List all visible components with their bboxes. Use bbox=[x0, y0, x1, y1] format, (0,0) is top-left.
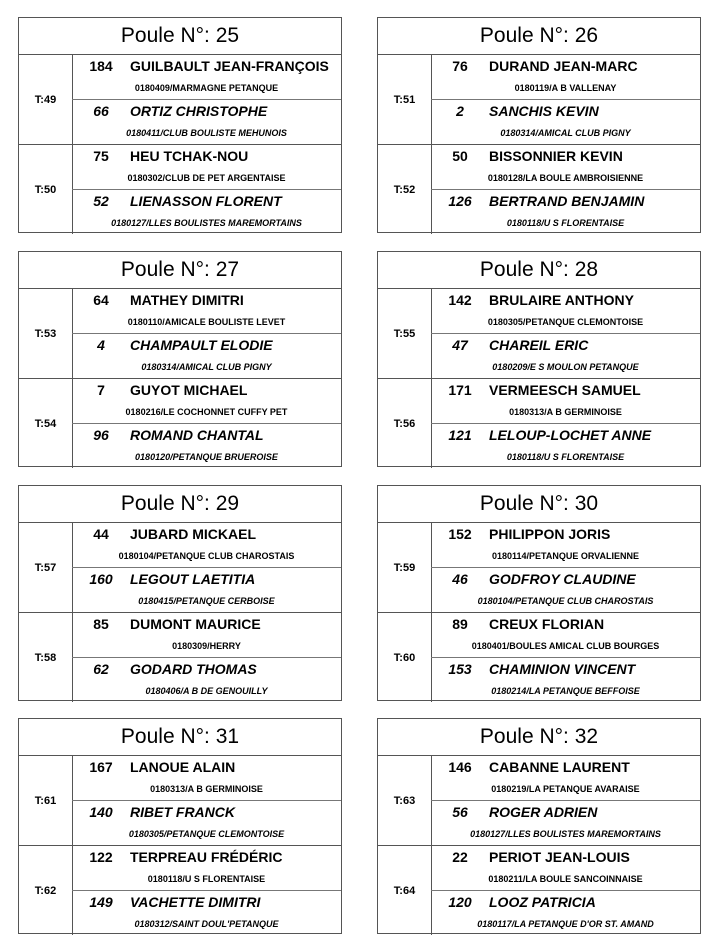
poule-title: Poule N°: 26 bbox=[378, 18, 700, 55]
player-club: 0180415/PETANQUE CERBOISE bbox=[138, 596, 275, 606]
poule-box bbox=[377, 485, 701, 701]
poule-title: Poule N°: 30 bbox=[378, 486, 700, 523]
player-entry bbox=[431, 379, 700, 424]
player-number: 85 bbox=[93, 616, 109, 632]
player-name: BRULAIRE ANTHONY bbox=[489, 292, 634, 308]
table-number: T:50 bbox=[19, 145, 73, 234]
player-number: 7 bbox=[97, 382, 105, 398]
player-entry bbox=[431, 891, 700, 935]
game-row bbox=[19, 613, 341, 702]
table-number: T:49 bbox=[19, 55, 73, 144]
player-name: PERIOT JEAN-LOUIS bbox=[489, 849, 630, 865]
player-name: PHILIPPON JORIS bbox=[489, 526, 611, 542]
player-number: 56 bbox=[452, 804, 468, 820]
player-entry bbox=[431, 613, 700, 658]
poule-box bbox=[18, 251, 342, 467]
poule-box bbox=[377, 251, 701, 467]
player-number: 96 bbox=[93, 427, 109, 443]
player-name: JUBARD MICKAEL bbox=[130, 526, 256, 542]
game-row bbox=[19, 379, 341, 468]
player-name: CABANNE LAURENT bbox=[489, 759, 630, 775]
player-club: 0180110/AMICALE BOULISTE LEVET bbox=[127, 317, 286, 327]
player-name: VERMEESCH SAMUEL bbox=[489, 382, 641, 398]
player-name: ORTIZ CHRISTOPHE bbox=[130, 103, 268, 119]
player-entry bbox=[72, 846, 341, 891]
player-club: 0180211/LA BOULE SANCOINNAISE bbox=[488, 874, 643, 884]
player-number: 66 bbox=[93, 103, 109, 119]
player-name: DUMONT MAURICE bbox=[130, 616, 261, 632]
table-number: T:52 bbox=[378, 145, 432, 234]
player-entry bbox=[431, 145, 700, 190]
player-number: 2 bbox=[456, 103, 464, 119]
player-name: CHAMPAULT ELODIE bbox=[130, 337, 273, 353]
table-number: T:56 bbox=[378, 379, 432, 468]
player-number: 140 bbox=[89, 804, 113, 820]
table-number: T:58 bbox=[19, 613, 73, 702]
player-club: 0180305/PETANQUE CLEMONTOISE bbox=[128, 829, 285, 839]
poule-box bbox=[18, 718, 342, 934]
player-name: LOOZ PATRICIA bbox=[489, 894, 596, 910]
player-name: RIBET FRANCK bbox=[130, 804, 235, 820]
poule-box bbox=[18, 485, 342, 701]
player-entry bbox=[72, 145, 341, 190]
game-row bbox=[378, 613, 700, 702]
player-number: 160 bbox=[89, 571, 113, 587]
player-entry bbox=[72, 190, 341, 234]
player-entry bbox=[72, 891, 341, 935]
player-entry bbox=[431, 334, 700, 378]
game-row bbox=[378, 379, 700, 468]
player-entry bbox=[72, 801, 341, 845]
poule-title: Poule N°: 31 bbox=[19, 719, 341, 756]
game-row bbox=[378, 289, 700, 379]
poule-title: Poule N°: 27 bbox=[19, 252, 341, 289]
player-club: 0180209/E S MOULON PETANQUE bbox=[492, 362, 639, 372]
player-name: TERPREAU FRÉDÉRIC bbox=[130, 849, 283, 865]
player-number: 167 bbox=[89, 759, 113, 775]
player-club: 0180128/LA BOULE AMBROISIENNE bbox=[487, 173, 644, 183]
player-club: 0180401/BOULES AMICAL CLUB BOURGES bbox=[471, 641, 660, 651]
player-club: 0180314/AMICAL CLUB PIGNY bbox=[141, 362, 272, 372]
game-row bbox=[378, 846, 700, 935]
game-row bbox=[19, 846, 341, 935]
player-club: 0180313/A B GERMINOISE bbox=[150, 784, 263, 794]
player-number: 121 bbox=[448, 427, 472, 443]
player-club: 0180214/LA PETANQUE BEFFOISE bbox=[491, 686, 640, 696]
player-entry bbox=[72, 334, 341, 378]
player-number: 46 bbox=[452, 571, 468, 587]
player-club: 0180114/PETANQUE ORVALIENNE bbox=[491, 551, 640, 561]
player-name: DURAND JEAN-MARC bbox=[489, 58, 638, 74]
player-number: 184 bbox=[89, 58, 113, 74]
player-name: SANCHIS KEVIN bbox=[489, 103, 599, 119]
player-number: 76 bbox=[452, 58, 468, 74]
player-name: CHAREIL ERIC bbox=[489, 337, 589, 353]
player-name: HEU TCHAK-NOU bbox=[130, 148, 249, 164]
player-entry bbox=[431, 289, 700, 334]
player-number: 62 bbox=[93, 661, 109, 677]
player-number: 126 bbox=[448, 193, 472, 209]
player-entry bbox=[431, 55, 700, 100]
player-entry bbox=[72, 289, 341, 334]
player-club: 0180313/A B GERMINOISE bbox=[509, 407, 622, 417]
player-number: 47 bbox=[452, 337, 468, 353]
player-club: 0180312/SAINT DOUL'PETANQUE bbox=[134, 919, 279, 929]
player-number: 4 bbox=[97, 337, 105, 353]
player-name: GODARD THOMAS bbox=[130, 661, 257, 677]
player-number: 146 bbox=[448, 759, 472, 775]
player-entry bbox=[431, 523, 700, 568]
player-entry bbox=[431, 568, 700, 612]
player-entry bbox=[431, 100, 700, 144]
game-row bbox=[378, 756, 700, 846]
player-club: 0180118/U S FLORENTAISE bbox=[506, 452, 625, 462]
poule-box bbox=[18, 17, 342, 233]
player-entry bbox=[431, 801, 700, 845]
table-number: T:64 bbox=[378, 846, 432, 935]
player-name: LANOUE ALAIN bbox=[130, 759, 236, 775]
player-name: LEGOUT LAETITIA bbox=[130, 571, 256, 587]
player-name: LELOUP-LOCHET ANNE bbox=[489, 427, 652, 443]
player-name: LIENASSON FLORENT bbox=[130, 193, 282, 209]
player-name: CREUX FLORIAN bbox=[489, 616, 605, 632]
player-number: 149 bbox=[89, 894, 113, 910]
player-number: 171 bbox=[448, 382, 472, 398]
player-club: 0180104/PETANQUE CLUB CHAROSTAIS bbox=[118, 551, 295, 561]
player-entry bbox=[431, 658, 700, 702]
player-entry bbox=[72, 100, 341, 144]
player-entry bbox=[72, 379, 341, 424]
player-entry bbox=[72, 613, 341, 658]
player-entry bbox=[72, 55, 341, 100]
poule-box bbox=[377, 718, 701, 934]
game-row bbox=[378, 145, 700, 234]
game-row bbox=[19, 145, 341, 234]
poule-title: Poule N°: 29 bbox=[19, 486, 341, 523]
player-name: MATHEY DIMITRI bbox=[130, 292, 244, 308]
player-club: 0180309/HERRY bbox=[172, 641, 241, 651]
player-number: 122 bbox=[89, 849, 113, 865]
player-entry bbox=[72, 756, 341, 801]
poule-box bbox=[377, 17, 701, 233]
player-number: 50 bbox=[452, 148, 468, 164]
player-entry bbox=[72, 523, 341, 568]
player-club: 0180118/U S FLORENTAISE bbox=[147, 874, 266, 884]
player-club: 0180127/LLES BOULISTES MAREMORTAINS bbox=[111, 218, 302, 228]
player-entry bbox=[431, 846, 700, 891]
poule-title: Poule N°: 25 bbox=[19, 18, 341, 55]
game-row bbox=[19, 523, 341, 613]
player-number: 22 bbox=[452, 849, 468, 865]
player-name: CHAMINION VINCENT bbox=[489, 661, 636, 677]
table-number: T:54 bbox=[19, 379, 73, 468]
table-number: T:63 bbox=[378, 756, 432, 845]
player-entry bbox=[431, 190, 700, 234]
table-number: T:51 bbox=[378, 55, 432, 144]
player-name: GODFROY CLAUDINE bbox=[489, 571, 636, 587]
table-number: T:62 bbox=[19, 846, 73, 935]
player-number: 89 bbox=[452, 616, 468, 632]
table-number: T:59 bbox=[378, 523, 432, 612]
player-entry bbox=[72, 568, 341, 612]
player-club: 0180119/A B VALLENAY bbox=[514, 83, 617, 93]
player-club: 0180314/AMICAL CLUB PIGNY bbox=[500, 128, 631, 138]
player-number: 44 bbox=[93, 526, 109, 542]
player-club: 0180216/LE COCHONNET CUFFY PET bbox=[125, 407, 288, 417]
player-number: 64 bbox=[93, 292, 109, 308]
player-club: 0180104/PETANQUE CLUB CHAROSTAIS bbox=[477, 596, 654, 606]
player-number: 152 bbox=[448, 526, 472, 542]
player-number: 153 bbox=[448, 661, 472, 677]
player-club: 0180127/LLES BOULISTES MAREMORTAINS bbox=[470, 829, 661, 839]
player-entry bbox=[431, 424, 700, 468]
player-club: 0180120/PETANQUE BRUEROISE bbox=[135, 452, 278, 462]
player-name: GUYOT MICHAEL bbox=[130, 382, 248, 398]
player-number: 120 bbox=[448, 894, 472, 910]
player-number: 75 bbox=[93, 148, 109, 164]
game-row bbox=[19, 756, 341, 846]
game-row bbox=[19, 55, 341, 145]
player-club: 0180118/U S FLORENTAISE bbox=[506, 218, 625, 228]
player-club: 0180117/LA PETANQUE D'OR ST. AMAND bbox=[477, 919, 654, 929]
player-entry bbox=[72, 658, 341, 702]
player-entry bbox=[72, 424, 341, 468]
game-row bbox=[19, 289, 341, 379]
game-row bbox=[378, 523, 700, 613]
player-name: BISSONNIER KEVIN bbox=[489, 148, 623, 164]
table-number: T:55 bbox=[378, 289, 432, 378]
player-club: 0180305/PETANQUE CLEMONTOISE bbox=[487, 317, 644, 327]
player-club: 0180409/MARMAGNE PETANQUE bbox=[134, 83, 279, 93]
game-row bbox=[378, 55, 700, 145]
player-club: 0180302/CLUB DE PET ARGENTAISE bbox=[127, 173, 286, 183]
table-number: T:61 bbox=[19, 756, 73, 845]
player-name: ROGER ADRIEN bbox=[489, 804, 598, 820]
poule-title: Poule N°: 32 bbox=[378, 719, 700, 756]
player-number: 142 bbox=[448, 292, 472, 308]
player-name: VACHETTE DIMITRI bbox=[130, 894, 261, 910]
table-number: T:57 bbox=[19, 523, 73, 612]
player-club: 0180411/CLUB BOULISTE MEHUNOIS bbox=[126, 128, 287, 138]
player-name: GUILBAULT JEAN-FRANÇOIS bbox=[130, 58, 329, 74]
table-number: T:53 bbox=[19, 289, 73, 378]
player-number: 52 bbox=[93, 193, 109, 209]
poule-title: Poule N°: 28 bbox=[378, 252, 700, 289]
player-name: BERTRAND BENJAMIN bbox=[489, 193, 645, 209]
player-entry bbox=[431, 756, 700, 801]
player-name: ROMAND CHANTAL bbox=[130, 427, 264, 443]
player-club: 0180406/A B DE GENOUILLY bbox=[145, 686, 268, 696]
table-number: T:60 bbox=[378, 613, 432, 702]
player-club: 0180219/LA PETANQUE AVARAISE bbox=[491, 784, 640, 794]
